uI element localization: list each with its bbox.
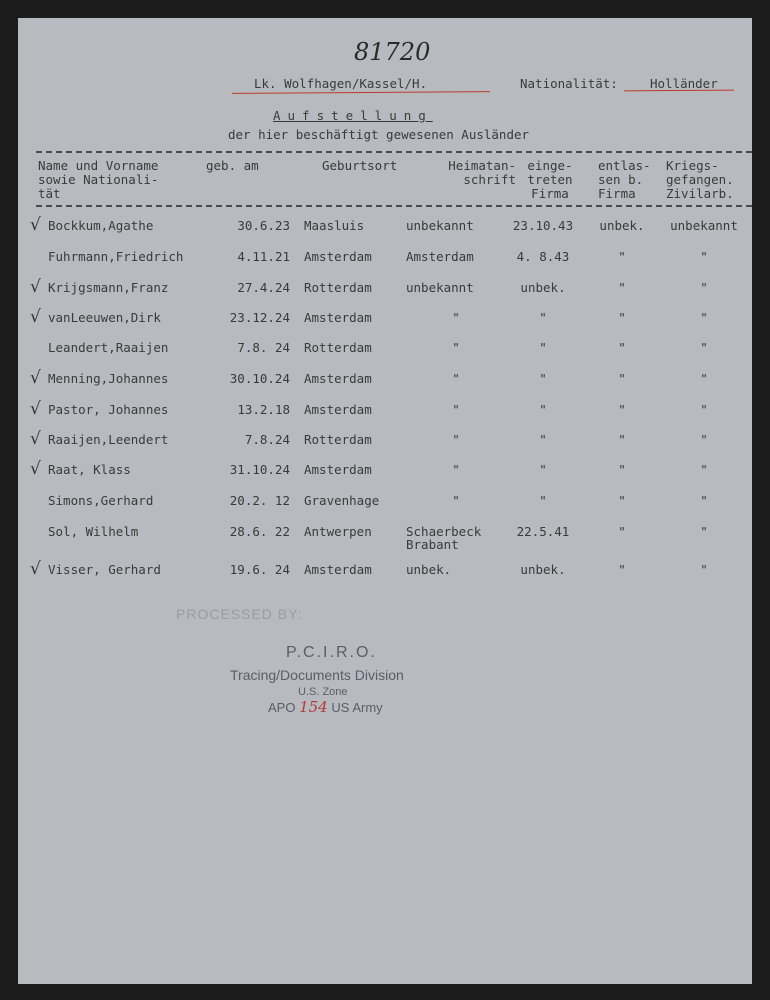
cell-home-address: "	[452, 462, 460, 477]
cell-released: "	[618, 493, 626, 508]
cell-name: Visser, Gerhard	[48, 562, 161, 577]
cell-home-address: Schaerbeck	[406, 524, 482, 539]
cell-birthdate: 23.12.24	[229, 310, 290, 325]
cell-birthdate: 7.8. 24	[237, 340, 290, 355]
cell-pow: "	[700, 402, 708, 417]
red-underline-location	[232, 91, 490, 94]
stamp-apo	[268, 698, 383, 716]
column-header-name-line: sowie Nationali-	[38, 172, 159, 187]
cell-name: Menning,Johannes	[48, 371, 169, 386]
cell-released: "	[618, 432, 626, 447]
cell-pow: "	[700, 432, 708, 447]
cell-birthdate: 7.8.24	[244, 432, 290, 447]
cell-home-address: "	[452, 371, 460, 386]
cell-entered: "	[539, 371, 547, 386]
cell-released: "	[618, 249, 626, 264]
cell-home-address: Amsterdam	[406, 249, 474, 264]
cell-name: Simons,Gerhard	[48, 493, 154, 508]
column-header-pow-line: gefangen.	[666, 172, 734, 187]
column-header-home-address-line: Heimatan-	[448, 158, 516, 173]
cell-released: "	[618, 280, 626, 295]
cell-birthplace: Antwerpen	[304, 524, 372, 539]
cell-pow: "	[700, 310, 708, 325]
cell-pow: "	[700, 249, 708, 264]
cell-entered: "	[539, 493, 547, 508]
cell-name: Bockkum,Agathe	[48, 218, 154, 233]
cell-home-address: "	[452, 493, 460, 508]
document-page	[18, 18, 752, 984]
cell-birthdate: 27.4.24	[237, 280, 290, 295]
cell-released: "	[618, 462, 626, 477]
cell-name: Fuhrmann,Friedrich	[48, 249, 184, 264]
stamp-division: Tracing/Documents Division	[230, 667, 404, 683]
cell-birthplace: Amsterdam	[304, 562, 372, 577]
cell-name: Sol, Wilhelm	[48, 524, 139, 539]
column-header-released-line: Firma	[598, 186, 636, 201]
check-mark: √	[30, 215, 41, 235]
cell-pow: "	[700, 340, 708, 355]
cell-birthplace: Amsterdam	[304, 402, 372, 417]
cell-home-address: "	[452, 432, 460, 447]
cell-birthplace: Maasluis	[304, 218, 365, 233]
column-header-home-address-line: schrift	[463, 172, 516, 187]
column-header-name-line: Name und Vorname	[38, 158, 159, 173]
cell-birthdate: 28.6. 22	[229, 524, 290, 539]
check-mark: √	[30, 368, 41, 388]
cell-pow: "	[700, 562, 708, 577]
cell-home-address: "	[452, 340, 460, 355]
handwritten-doc-number: 81720	[354, 38, 431, 66]
cell-released: "	[618, 402, 626, 417]
cell-birthdate: 13.2.18	[237, 402, 290, 417]
nationality-value: Holländer	[650, 76, 718, 91]
cell-birthdate: 30.6.23	[237, 218, 290, 233]
document-title: Aufstellung	[273, 108, 433, 123]
cell-pow: "	[700, 371, 708, 386]
stamp-apo-prefix: APO	[268, 700, 296, 715]
cell-birthplace: Amsterdam	[304, 462, 372, 477]
column-header-entered-line: treten	[527, 172, 573, 187]
check-mark: √	[30, 307, 41, 327]
column-header-name-line: tät	[38, 186, 61, 201]
cell-home-address: "	[452, 402, 460, 417]
stamp-apo-number: 154	[299, 698, 328, 716]
check-mark: √	[30, 399, 41, 419]
cell-name: Leandert,Raaijen	[48, 340, 169, 355]
cell-birthplace: Amsterdam	[304, 249, 372, 264]
check-mark: √	[30, 559, 41, 579]
column-header-released-line: entlas-	[598, 158, 651, 173]
document-subtitle: der hier beschäftigt gewesenen Ausländer	[228, 127, 530, 142]
red-underline-nationality	[624, 90, 734, 92]
stamp-zone: U.S. Zone	[298, 686, 348, 698]
cell-pow: unbekannt	[670, 218, 738, 233]
cell-birthplace: Gravenhage	[304, 493, 380, 508]
cell-pow: "	[700, 280, 708, 295]
cell-birthplace: Rotterdam	[304, 280, 372, 295]
cell-home-address: unbekannt	[406, 280, 474, 295]
cell-name: Krijgsmann,Franz	[48, 280, 169, 295]
cell-name: Raaijen,Leendert	[48, 432, 169, 447]
cell-birthplace: Amsterdam	[304, 310, 372, 325]
cell-pow: "	[700, 462, 708, 477]
column-header-entered-line: Firma	[531, 186, 569, 201]
cell-home-address: unbek.	[406, 562, 452, 577]
column-header-birthplace-line: Geburtsort	[322, 158, 398, 173]
column-header-released-line: sen b.	[598, 172, 644, 187]
cell-released: "	[618, 371, 626, 386]
cell-released: "	[618, 310, 626, 325]
cell-entered: unbek.	[520, 280, 566, 295]
cell-name: Pastor, Johannes	[48, 402, 169, 417]
cell-birthdate: 20.2. 12	[229, 493, 290, 508]
cell-entered: unbek.	[520, 562, 566, 577]
cell-pow: "	[700, 524, 708, 539]
cell-entered: "	[539, 402, 547, 417]
stamp-org: P.C.I.R.O.	[286, 644, 377, 661]
check-mark: √	[30, 277, 41, 297]
cell-home-address: "	[452, 310, 460, 325]
column-header-pow-line: Kriegs-	[666, 158, 719, 173]
column-header-entered-line: einge-	[527, 158, 573, 173]
cell-released: "	[618, 340, 626, 355]
column-header-birthdate-line: geb. am	[206, 158, 259, 173]
cell-entered: "	[539, 310, 547, 325]
header-top-rule	[36, 151, 752, 153]
check-mark: √	[30, 429, 41, 449]
cell-released: unbek.	[599, 218, 645, 233]
cell-birthdate: 31.10.24	[229, 462, 290, 477]
cell-birthdate: 19.6. 24	[229, 562, 290, 577]
header-bottom-rule	[36, 205, 752, 207]
location-text: Lk. Wolfhagen/Kassel/H.	[254, 76, 428, 91]
stamp-apo-suffix: US Army	[331, 700, 383, 715]
nationality-label: Nationalität:	[520, 76, 618, 91]
cell-entered: "	[539, 462, 547, 477]
cell-entered: 22.5.41	[516, 524, 570, 539]
check-mark: √	[30, 459, 41, 479]
cell-birthdate: 30.10.24	[229, 371, 290, 386]
cell-name: Raat, Klass	[48, 462, 131, 477]
cell-name: vanLeeuwen,Dirk	[48, 310, 161, 325]
cell-home-address: unbekannt	[406, 218, 474, 233]
cell-birthplace: Rotterdam	[304, 432, 372, 447]
cell-entered: 23.10.43	[512, 218, 574, 233]
cell-home-address-line2: Brabant	[406, 537, 459, 552]
stamp-processed-by: PROCESSED BY:	[176, 606, 303, 622]
cell-birthplace: Amsterdam	[304, 371, 372, 386]
cell-released: "	[618, 562, 626, 577]
cell-entered: "	[539, 432, 547, 447]
cell-pow: "	[700, 493, 708, 508]
cell-entered: "	[539, 340, 547, 355]
cell-birthdate: 4.11.21	[237, 249, 290, 264]
cell-entered: 4. 8.43	[516, 249, 570, 264]
column-header-pow-line: Zivilarb.	[666, 186, 734, 201]
cell-birthplace: Rotterdam	[304, 340, 372, 355]
cell-released: "	[618, 524, 626, 539]
